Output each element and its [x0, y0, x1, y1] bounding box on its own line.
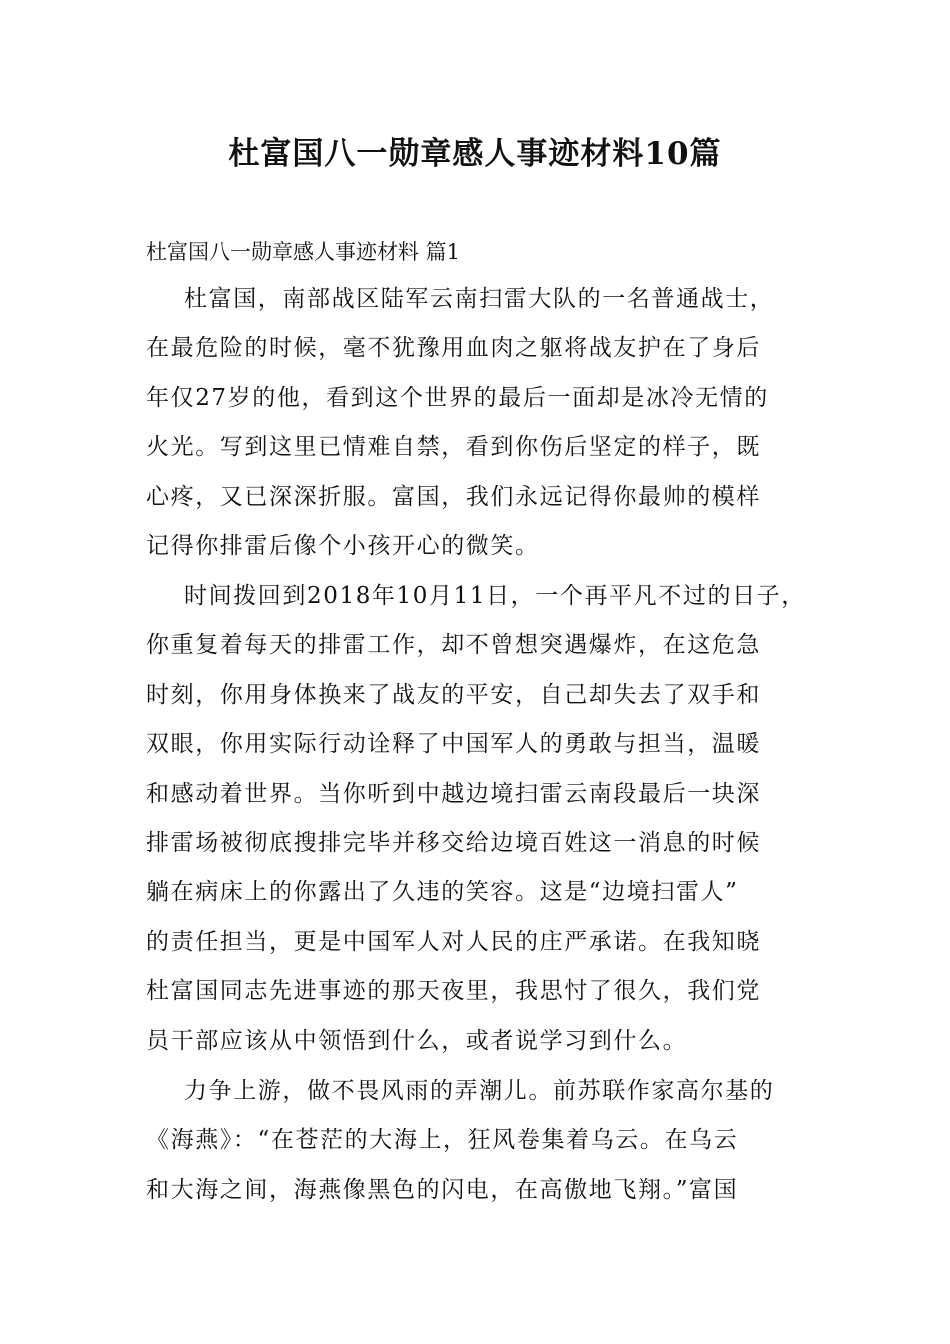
paragraph-line: 双眼，你用实际行动诠释了中国军人的勇敢与担当，温暖 — [146, 731, 761, 758]
paragraph-line: 员干部应该从中领悟到什么，或者说学习到什么。 — [146, 1027, 688, 1054]
paragraph-1 — [146, 275, 810, 571]
paragraph-line: 时刻，你用身体换来了战友的平安，自己却失去了双手和 — [146, 681, 761, 708]
paragraph-line: 火光。写到这里已情难自禁，看到你伤后坚定的样子，既 — [146, 434, 761, 461]
paragraph-line: 力争上游，做不畏风雨的弄潮儿。前苏联作家高尔基的 — [184, 1078, 775, 1104]
paragraph-line: 和大海之间，海燕像黑色的闪电，在高傲地飞翔。”富国 — [146, 1176, 739, 1203]
paragraph-line: 和感动着世界。当你听到中越边境扫雷云南段最后一块深 — [146, 780, 761, 807]
paragraph-line: 《海燕》：“在苍茫的大海上，狂风卷集着乌云。在乌云 — [146, 1127, 739, 1154]
paragraph-line: 杜富国同志先进事迹的那天夜里，我思忖了很久，我们党 — [146, 978, 761, 1005]
section-heading: 杜富国八一勋章感人事迹材料 篇1 — [146, 240, 461, 264]
paragraph-line: 记得你排雷后像个小孩开心的微笑。 — [146, 532, 540, 559]
paragraph-line: 年仅27岁的他，看到这个世界的最后一面却是冰冷无情的 — [146, 384, 769, 411]
document-title: 杜富国八一勋章感人事迹材料10篇 — [228, 136, 722, 172]
paragraph-line: 躺在病床上的你露出了久违的笑容。这是“边境扫雷人” — [146, 879, 739, 906]
paragraph-line: 时间拨回到2018年10月11日，一个再平凡不过的日子， — [184, 583, 806, 609]
paragraph-line: 你重复着每天的排雷工作，却不曾想突遇爆炸，在这危急 — [146, 632, 761, 659]
paragraph-line: 在最危险的时候，毫不犹豫用血肉之躯将战友护在了身后 — [146, 335, 761, 362]
paragraph-2 — [146, 572, 810, 1066]
paragraph-line: 杜富国，南部战区陆军云南扫雷大队的一名普通战士， — [184, 286, 775, 312]
paragraph-line: 的责任担当，更是中国军人对人民的庄严承诺。在我知晓 — [146, 928, 761, 955]
paragraph-line: 心疼，又已深深折服。富国，我们永远记得你最帅的模样 — [146, 483, 761, 510]
paragraph-3 — [146, 1067, 810, 1215]
paragraph-line: 排雷场被彻底搜排完毕并移交给边境百姓这一消息的时候 — [146, 829, 761, 856]
